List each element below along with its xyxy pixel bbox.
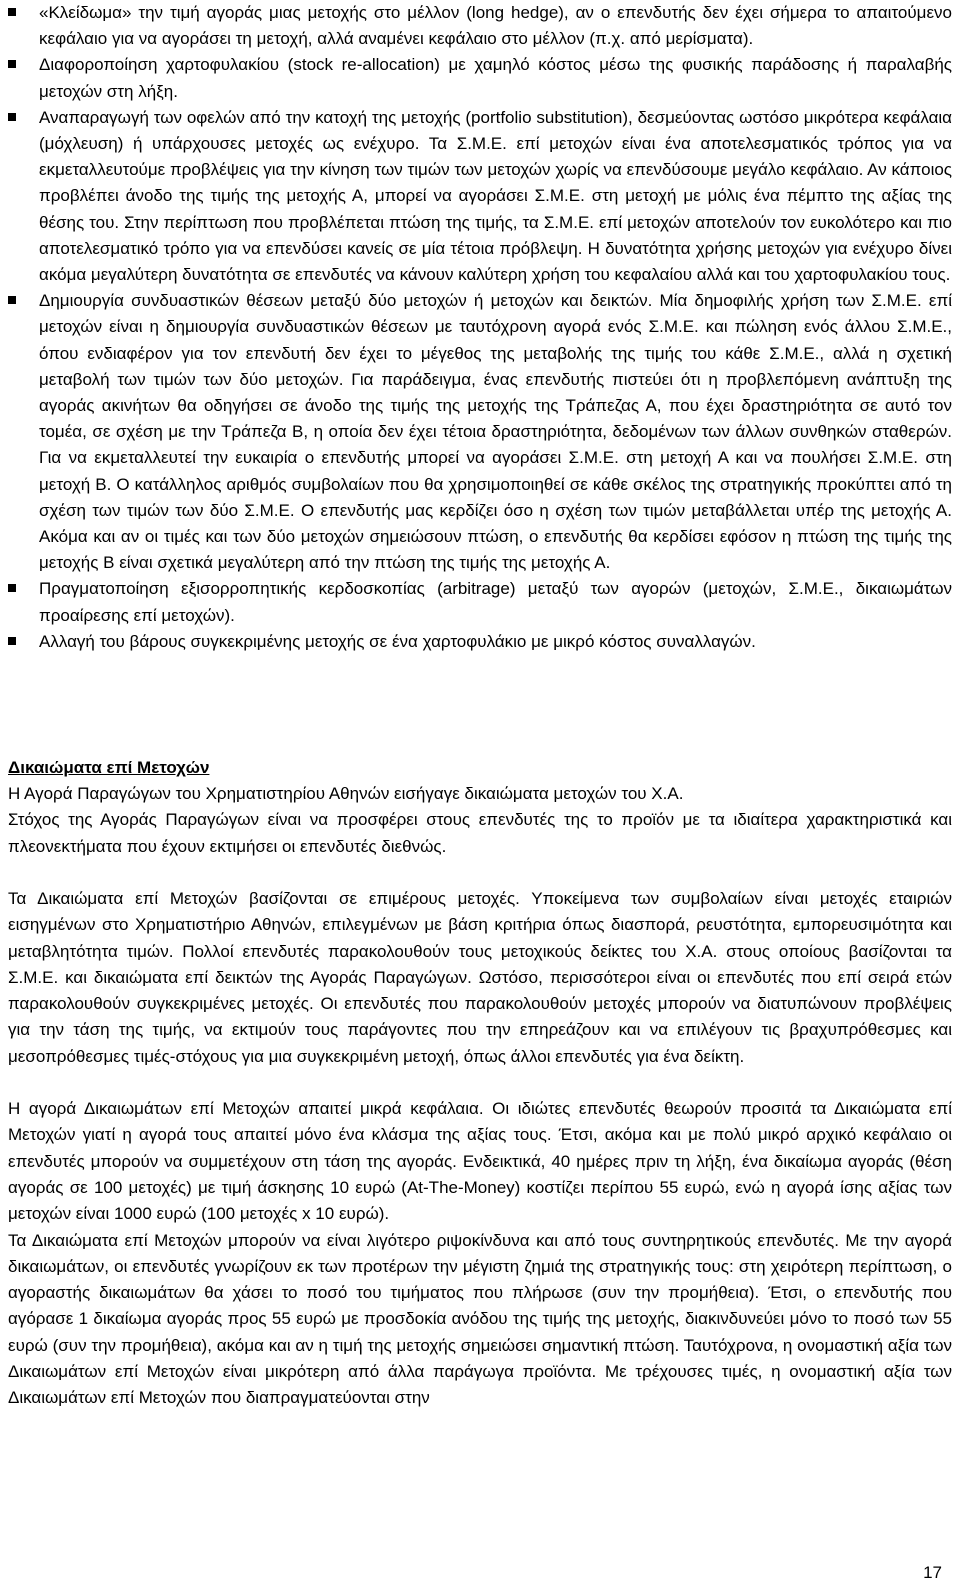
- list-item-text: Δημιουργία συνδυαστικών θέσεων μεταξύ δύο μετοχών ή μετοχών και δεικτών. Μία δημοφιλής χρήση των Σ.Μ.Ε. επί μετοχών είναι η δημιουργία συνδυαστικών θέσεων με ταυτόχρονη αγορά ενός Σ.Μ.Ε. και πώληση ενός άλλου Σ.Μ.Ε., όπου ενδιαφέρον για τον επενδυτή δεν έχει το μέγεθος της μεταβολής της τιμής του κάθε Σ.Μ.Ε., αλλά η σχετική μεταβολή των τιμών των δύο μετοχών. Για παράδειγμα, ένας επενδυτής πιστεύει ότι η προβλεπόμενη ανάπτυξη της αγοράς ακινήτων θα οδηγήσει σε άνοδο της τιμής της μετοχής της Τράπεζας Α, που έχει δραστηριότητα σε αυτό τον τομέα, σε σχέση με την Τράπεζα Β, η οποία δεν έχει τέτοια δραστηριότητα, δεδομένων των άλλων συνθηκών σταθερών. Για να εκμεταλλευτεί την ευκαιρία ο επενδυτής μπορεί να αγοράσει Σ.Μ.Ε. στη μετοχή Α και να πουλήσει Σ.Μ.Ε. στη μετοχή Β. Ο κατάλληλος αριθμός συμβολαίων που θα χρησιμοποιηθεί σε κάθε σκέλος της στρατηγικής προκύπτει από τη σχέση των τιμών των δύο Σ.Μ.Ε. Ο επενδυτής μας κερδίζει όσο η σχέση των τιμών μεταβάλλεται υπέρ της μετοχής Α. Ακόμα και αν οι τιμές και των δύο μετοχών σημειώσουν πτώση, ο επενδυτής θα κερδίσει εφόσον η πτώση της τιμής της μετοχής Β είναι σχετικά μεγαλύτερη από την πτώση της τιμής της μετοχής Α.: [39, 291, 952, 573]
- list-item: [8, 576, 952, 628]
- square-bullet-icon: [8, 637, 16, 645]
- document-body: [8, 0, 952, 1412]
- list-item: [8, 105, 952, 288]
- list-item-text: Πραγματοποίηση εξισορροπητικής κερδοσκοπίας (arbitrage) μεταξύ των αγορών (μετοχών, Σ.Μ.Ε., δικαιωμάτων προαίρεσης επί μετοχών).: [39, 579, 952, 625]
- list-item-text: «Κλείδωμα» την τιμή αγοράς μιας μετοχής στο μέλλον (long hedge), αν ο επενδυτής δεν έχει σήμερα το απαιτούμενο κεφάλαιο για να αγοράσει τη μετοχή, αλλά αναμένει κεφάλαιο στο μέλλον (π.χ. από μερίσματα).: [39, 3, 952, 49]
- list-item: [8, 52, 952, 104]
- paragraph-gap: [8, 860, 952, 886]
- paragraph: Τα Δικαιώματα επί Μετοχών μπορούν να είναι λιγότερο ριψοκίνδυνα και από τους συντηρητικούς επενδυτές. Με την αγορά δικαιωμάτων, οι επενδυτές γνωρίζουν εκ των προτέρων την μέγιστη ζημιά της στρατηγικής τους: στη χειρότερη περίπτωση, ο αγοραστής δικαιωμάτων θα χάσει το ποσό του τιμήματος που πλήρωσε (συν την προμήθεια). Έτσι, ο επενδυτής που αγόρασε 1 δικαίωμα αγοράς προς 55 ευρώ με προσδοκία ανόδου της τιμής της μετοχής, διακινδυνεύει μόνο το ποσό των 55 ευρώ (συν την προμήθεια), ακόμα και αν η τιμή της μετοχής σημειώσει σημαντική πτώση. Ταυτόχρονα, η ονομαστική αξία των Δικαιωμάτων επί Μετοχών είναι μικρότερη από άλλα παράγωγα προϊόντα. Με τρέχουσες τιμές, η ονομαστική αξία των Δικαιωμάτων επί Μετοχών που διαπραγματεύονται στην: [8, 1230, 952, 1408]
- paragraph: Τα Δικαιώματα επί Μετοχών βασίζονται σε επιμέρους μετοχές. Υποκείμενα των συμβολαίων είναι μετοχές εταιριών εισηγμένων στο Χρηματιστήριο Αθηνών, επιλεγμένων με βάση κριτήρια όπως διασπορά, ρευστότητα, εμπορευσιμότητα και μεταβλητότητα τιμών. Πολλοί επενδυτές παρακολουθούν τους μετοχικούς δείκτες του Χ.Α. στους οποίους βασίζονται τα Σ.Μ.Ε. και δικαιώματα επί δεικτών της Αγοράς Παραγώγων. Ωστόσο, περισσότεροι είναι οι επενδυτές που επί σειρά ετών παρακολουθούν συγκεκριμένες μετοχές. Οι επενδυτές που παρακολουθούν μετοχές μπορούν να διατυπώνουν προβλέψεις για την τάση της τιμής, να εκτιμούν τους παράγοντες που την επηρεάζουν και να επιλέγουν τις βραχυπρόθεσμες και μεσοπρόθεσμες τιμές-στόχους για μια συγκεκριμένη μετοχή, όπως άλλοι επενδυτές για ένα δείκτη.: [8, 888, 952, 1066]
- list-item-text: Διαφοροποίηση χαρτοφυλακίου (stock re-allocation) με χαμηλό κόστος μέσω της φυσικής παράδοσης ή παραλαβής μετοχών στη λήξη.: [39, 55, 952, 101]
- options-section: [8, 755, 952, 1412]
- square-bullet-icon: [8, 8, 16, 16]
- paragraph: Η αγορά Δικαιωμάτων επί Μετοχών απαιτεί μικρά κεφάλαια. Οι ιδιώτες επενδυτές θεωρούν προσιτά τα Δικαιώματα επί Μετοχών γιατί η αγορά τους απαιτεί μόνο ένα κλάσμα της αξίας τους. Έτσι, ακόμα και με πολύ μικρό αρχικό κεφάλαιο οι επενδυτές μπορούν να συμμετέχουν στη τάση της αγοράς. Ενδεικτικά, 40 ημέρες πριν τη λήξη, ένα δικαίωμα αγοράς (θέση αγοράς σε 100 μετοχές) με τιμή άσκησης 10 ευρώ (At-The-Money) κοστίζει περίπου 55 ευρώ, ενώ η αγορά ίσης αξίας των μετοχών είναι 1000 ευρώ (100 μετοχές x 10 ευρώ).: [8, 1099, 952, 1224]
- square-bullet-icon: [8, 113, 16, 121]
- intro-line: Στόχος της Αγοράς Παραγώγων είναι να προσφέρει στους επενδυτές της το προϊόν με τα ιδιαίτερα χαρακτηριστικά και πλεονεκτήματα που έχουν εκτιμήσει οι επενδυτές διεθνώς.: [8, 810, 952, 856]
- section-heading: Δικαιώματα επί Μετοχών: [8, 758, 210, 778]
- intro-line: Η Αγορά Παραγώγων του Χρηματιστηρίου Αθηνών εισήγαγε δικαιώματα μετοχών του Χ.Α.: [8, 784, 684, 804]
- bullet-list: [8, 0, 952, 655]
- square-bullet-icon: [8, 584, 16, 592]
- list-item-text: Αναπαραγωγή των οφελών από την κατοχή της μετοχής (portfolio substitution), δεσμεύοντας ωστόσο μικρότερα κεφάλαια (μόχλευση) ή υπάρχουσες μετοχές ως ενέχυρο. Τα Σ.Μ.Ε. επί μετοχών είναι ένα αποτελεσματικός τρόπος για να εκμεταλλευτούμε προβλέψεις για την κίνηση των τιμών των μετοχών χωρίς να επενδύσουμε μεγάλο κεφάλαιο. Αν κάποιος προβλέπει άνοδο της τιμής της μετοχής Α, μπορεί να αγοράσει Σ.Μ.Ε. στη μετοχή με μόλις ένα πέμπτο της αξίας της θέσης του. Στην περίπτωση που προβλέπεται πτώση της τιμής, τα Σ.Μ.Ε. επί μετοχών αποτελούν τον ευκολότερο και πιο αποτελεσματικό τρόπο για να επενδύσει κανείς σε μία τέτοια πρόβλεψη. Η δυνατότητα χρήσης μετοχών για ενέχυρο δίνει ακόμα μεγαλύτερη δυνατότητα σε επενδυτές να κάνουν καλύτερη χρήση του κεφαλαίου αλλά και του χαρτοφυλακίου τους.: [39, 107, 952, 285]
- square-bullet-icon: [8, 60, 16, 68]
- list-item: [8, 0, 952, 52]
- list-item: [8, 629, 952, 655]
- paragraph-gap: [8, 1070, 952, 1096]
- page-number: 17: [923, 1563, 942, 1582]
- list-item: [8, 288, 952, 576]
- square-bullet-icon: [8, 296, 16, 304]
- list-item-text: Αλλαγή του βάρους συγκεκριμένης μετοχής σε ένα χαρτοφυλάκιο με μικρό κόστος συναλλαγών.: [39, 631, 756, 651]
